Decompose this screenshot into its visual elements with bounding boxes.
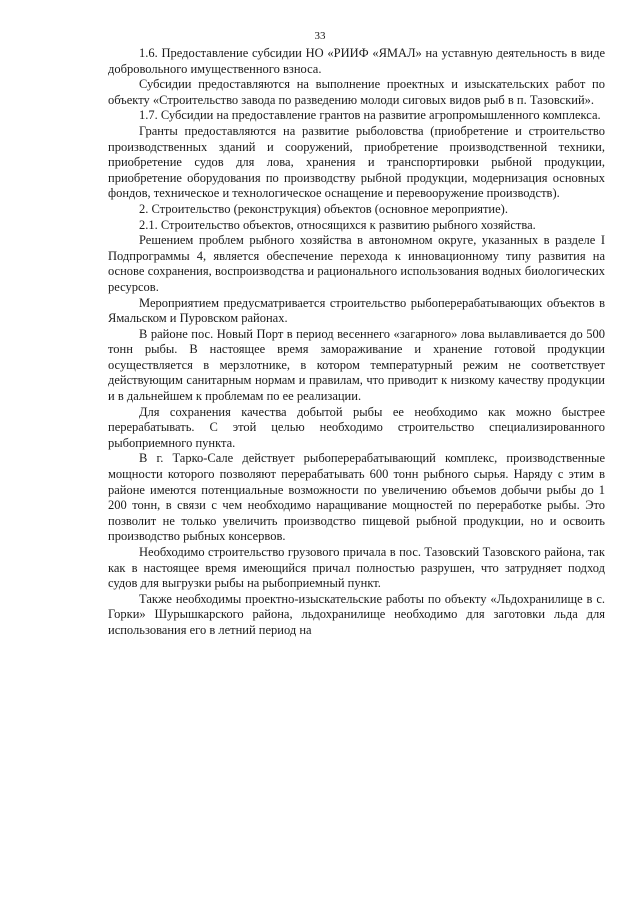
paragraph-1-7-grants: 1.7. Субсидии на предоставление грантов на развитие агропромышленного комплекса.	[139, 108, 601, 123]
paragraph-1-6-subsidy-riif: 1.6. Предоставление субсидии НО «РИИФ «ЯМАЛ» на уставную деятельность в виде добровольного имущественного взноса.	[108, 46, 605, 76]
paragraph-2-construction: 2. Строительство (реконструкция) объектов (основное мероприятие).	[139, 201, 508, 216]
document-body	[108, 46, 605, 639]
paragraph-ice-storage: Также необходимы проектно-изыскательские работы по объекту «Льдохранилище в с. Горки» Шурышкарского района, льдохранилище необходимо для заготовки льда для использования его в летний период на	[108, 591, 605, 637]
paragraph-fish-quality: Для сохранения качества добытой рыбы ее необходимо как можно быстрее перерабатывать. С этой целью необходимо строительство специализированного рыбоприемного пункта.	[108, 404, 605, 450]
paragraph-novy-port: В районе пос. Новый Порт в период весеннего «загарного» лова вылавливается до 500 тонн рыбы. В настоящее время замораживание и хранение готовой продукции осуществляется в мерзлотнике, в котором температурный режим не соответствует действующим санитарным нормам и правилам, что приводит к низкому качеству продукции и в дальнейшем к проблемам по ее реализации.	[108, 326, 605, 404]
paragraph-grants-purpose: Гранты предоставляются на развитие рыболовства (приобретение и строительство производственных зданий и сооружений, приобретение производственной техники, приобретение судов для лова, хранения и транспортировки рыбной продукции, приобретение оборудования по производству рыбной продукции, модернизация основных фондов, техническое и технологическое оснащение и перевооружение производств).	[108, 123, 605, 201]
paragraph-problem-solution: Решением проблем рыбного хозяйства в автономном округе, указанных в разделе I Подпрограммы 4, является обеспечение перехода к инновационному типу развития на основе сохранения, воспроизводства и рационального использования водных биологических ресурсов.	[108, 233, 605, 294]
paragraph-2-1-construction-objects: 2.1. Строительство объектов, относящихся к развитию рыбного хозяйства.	[139, 217, 536, 232]
page-number: 33	[314, 30, 326, 42]
paragraph-cargo-pier: Необходимо строительство грузового причала в пос. Тазовский Тазовского района, так как в настоящее время имеющийся причал полностью разрушен, что затрудняет подход судов для выгрузки рыбы на рыбоприемный пункт.	[108, 545, 605, 591]
paragraph-measure: Мероприятием предусматривается строительство рыбоперерабатывающих объектов в Ямальском и Пуровском районах.	[108, 295, 605, 326]
paragraph-tarko-sale: В г. Тарко-Сале действует рыбоперерабатывающий комплекс, производственные мощности которого позволяют перерабатывать 600 тонн рыбного сырья. Наряду с этим в районе имеются потенциальные возможности по увеличению объемов добычи рыбы до 1 200 тонн, в связи с чем необходимо наращивание мощностей по переработке рыбы. Это позволит не только увеличить производство пищевой рыбной продукции, но и освоить производство рыбных консервов.	[108, 451, 605, 544]
paragraph-subsidy-purpose: Субсидии предоставляются на выполнение проектных и изыскательских работ по объекту «Строительство завода по разведению молоди сиговых видов рыб в п. Тазовский».	[108, 77, 605, 107]
